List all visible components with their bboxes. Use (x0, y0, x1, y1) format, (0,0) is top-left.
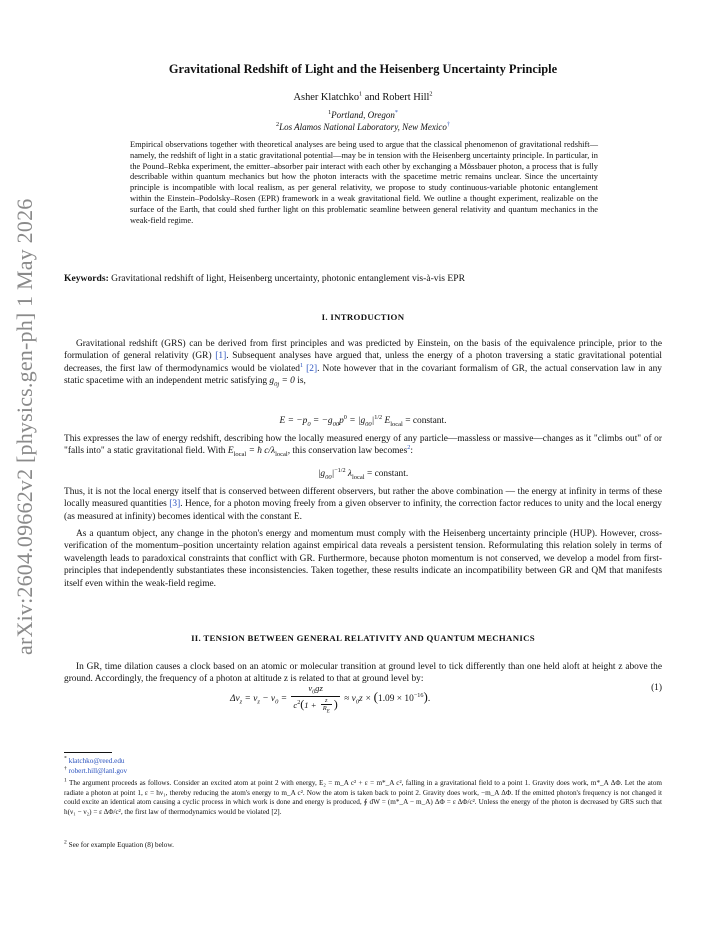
author-name: Asher Klatchko (293, 92, 360, 103)
footnote-text: The argument proceeds as follows. Consider an excited atom at point 2 with energy, E₂ = m_A c² + ε = m*_A c², falling in a gravitational field to a point 1. Gravity does work, m*_A ΔΦ. Let the atom radiate a photon at point 1, ε = hν₁, thereby reducing the atom's energy to m_A c². Now the atom is taken back to point 2. Gravity does work, −m_A ΔΦ. If the emitted photon's frequency is not changed it could excite an identical atom causing a cyclic process in which work is done and energy is produced, ∮ dW = (m*_A − m_A) ΔΦ = ε ΔΦ/c². Unless the energy of the photon is decreased by GRS such that h(ν₁ − ν₂) = ε ΔΦ/c², the first law of thermodynamics would be violated [2]. (64, 779, 663, 816)
footnote-mark: † (64, 765, 67, 772)
footnote-1 (64, 779, 662, 817)
paragraph: As a quantum object, any change in the photon's energy and momentum must comply with the Heisenberg uncertainty principle (HUP). However, cross-verification of the momentum–position uncertainty relation against empirical data reveals a persistent tension. Reformulating this relation solely in terms of wavelength leads to paradoxical constraints that conflict with GR. Furthermore, because photon momentum is not conserved, we develop a model from first-principles that independently substantiates these inconsistencies. Taken together, these results indicate an incompatibility between GR and QM that manifests itself even within the weak-field regime. (64, 529, 662, 589)
arxiv-identifier[interactable]: arXiv:2604.09662v2 [physics.gen-ph] 1 May 2026 (12, 198, 37, 655)
footnote-mark: * (64, 755, 67, 762)
equation-number: (1) (651, 683, 662, 693)
section-heading-introduction: I. INTRODUCTION (321, 312, 405, 322)
paragraph (64, 338, 662, 392)
paragraph: In GR, time dilation causes a clock based on an atomic or molecular transition at ground level to tick differently than one held aloft at height z above the ground. Accordingly, the frequency of a photon at altitude z is related to that at ground level by: (64, 662, 662, 685)
equation-energy-conservation: $E = -p_0 = -g_{00}p^0 = |g_{00}|^{1/2}$ $E_{local}$ = constant. (279, 413, 447, 428)
affiliation-1 (64, 110, 662, 120)
footnote-link[interactable]: 1 (299, 361, 304, 369)
footnote-text: See for example Equation (8) below. (68, 841, 174, 849)
affiliation-text: Portland, Oregon (331, 110, 395, 120)
equation-wavelength-conservation: $|g_{00}|^{-1/2}$ $\lambda_{local}$ = constant. (317, 466, 409, 481)
inline-math: $g_{0j} = 0$ (269, 376, 295, 389)
section-heading-tension: II. TENSION BETWEEN GENERAL RELATIVITY AND QUANTUM MECHANICS (191, 633, 535, 643)
abstract: Empirical observations together with theoretical analyses are being used to argue that the classical phenomenon of gravitational redshift—namely, the redshift of light in a static gravitational potential—may be in tension with the Heisenberg uncertainty principle. In particular, in the Pound–Rebka experiment, the emitter–absorber pair interact with each other by exchanging a Mössbauer photon, a process that is fully describable within quantum mechanics but how the photon interacts with the spacetime metric remains unclear. Since the uncertainty principle is incompatible with local realism, as per general relativity, we propose to study continuous-variable photonic entanglement within the Einstein–Podolsky–Rosen (EPR) framework in a weak gravitational field. We outline a thought experiment, realizable on the surface of the Earth, that could shed further light on this problematic seamline between general relativity and quantum mechanics in the weak-field regime. (130, 140, 598, 225)
citation-link[interactable]: [2] (306, 363, 318, 374)
keywords-line (64, 273, 662, 284)
equation-frequency-shift (64, 667, 662, 715)
paragraph: This expresses the law of energy redshift, describing how the locally measured energy of any particle—massless or massive—changes as it "climbs out" of or "falls into" a static gravitational field. With $E_{local}$ = ħ $c/\lambda_{local}$, this conservation law becomes$^2$: (64, 434, 662, 459)
footnote-mark: 2 (64, 839, 67, 846)
paragraph-text: . Subsequent analyses have argued that, unless the energy of a photon traversing a static gravitational potential decreases, the first law of thermodynamics would be violated (64, 351, 663, 374)
paragraph-text: This expresses the law of energy redshift, describing how the locally measured energy of any particle—massless or massive—changes as it "climbs out" of or "falls into" a static gravitational field. With (64, 434, 662, 457)
equation-body: $\Delta\nu_z = \nu_z - \nu_0$ = $\nu_0gz$ $c^2(1$ + $\frac{z}{R_E}$ ) ≈ $\nu_0z \times (1.09 \times 10^{-16})$. (230, 683, 431, 715)
citation-link[interactable]: [1] (215, 351, 227, 362)
affiliation-mark: 2 (429, 90, 433, 98)
author-line (64, 92, 662, 103)
paragraph (64, 486, 662, 523)
footnote-rule (64, 752, 112, 753)
author-name: Robert Hill (382, 92, 430, 103)
paragraph-text: . Hence, for a photon moving freely from a given observer to infinity, the correction factor reduces to unity and the local energy (as measured at infinity) becomes identical with the constant E. (64, 499, 662, 522)
footnote-email-1 (64, 757, 662, 767)
citation-link[interactable]: [3] (169, 499, 181, 510)
paper-title: Gravitational Redshift of Light and the Heisenberg Uncertainty Principle (168, 62, 558, 76)
affiliation-mark: 2 (275, 121, 280, 128)
keywords-label: Keywords: (64, 273, 109, 284)
keywords-text: Gravitational redshift of light, Heisenberg uncertainty, photonic entanglement vis-à-vis EPR (111, 273, 465, 284)
email-footnote-link[interactable]: † (446, 121, 451, 128)
footnote-2 (64, 841, 662, 851)
email-footnote-link[interactable]: * (394, 109, 398, 116)
affiliation-mark: 1 (328, 109, 332, 116)
affiliation-mark: 1 (359, 90, 363, 98)
paragraph-text: is, (294, 376, 306, 387)
footnote-link[interactable]: 2 (407, 444, 411, 452)
affiliation-2 (64, 122, 662, 132)
affiliation-text: Los Alamos National Laboratory, New Mexico (279, 122, 447, 132)
paragraph-text: Thus, it is not the local energy itself that is conserved between different observers, but rather the above combination — the energy at infinity in terms of these locally measured quantities (64, 487, 662, 510)
paragraph-text: , this conservation law becomes (287, 446, 408, 457)
paragraph-text: . Note however that in the covariant formalism of GR, the actual conservation law in any static spacetime with an independent metric satisfying (64, 363, 662, 387)
paragraph-text: Gravitational redshift (GRS) can be derived from first principles and was predicted by Einstein, on the basis of the equivalence principle, prior to the formulation of general relativity (GR) (64, 339, 662, 362)
footnote-mark: 1 (64, 777, 67, 784)
email-link[interactable]: klatchko@reed.edu (68, 757, 125, 765)
author-conjunction: and (364, 92, 380, 103)
inline-math: $E_{local}$ = ħ $c/\lambda_{local}$ (227, 446, 288, 459)
footnote-email-2 (64, 767, 662, 777)
email-link[interactable]: robert.hill@lanl.gov (68, 767, 128, 775)
